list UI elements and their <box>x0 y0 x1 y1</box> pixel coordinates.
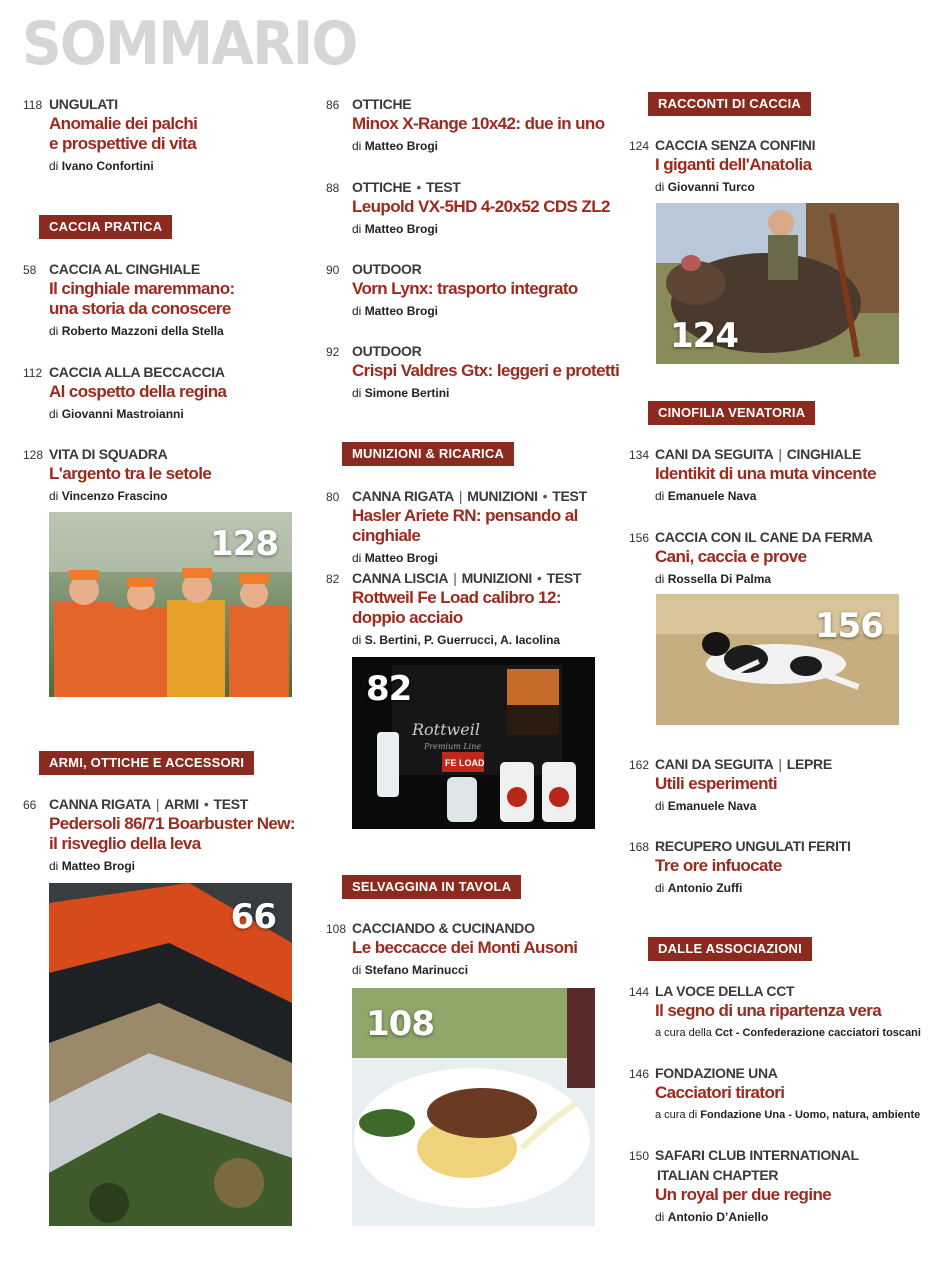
headline[interactable]: L'argento tra le setole <box>49 464 212 483</box>
headline[interactable]: Al cospetto della regina <box>49 382 227 401</box>
article-88[interactable] <box>326 177 622 238</box>
byline: di S. Bertini, P. Guerrucci, A. Iacolina <box>352 633 561 647</box>
page-number: 90 <box>326 263 340 277</box>
page-number: 118 <box>23 98 43 112</box>
kicker: CANNA RIGATA | MUNIZIONI • TEST <box>352 488 587 504</box>
page-number: 86 <box>326 98 340 112</box>
byline: di Rossella Di Palma <box>655 572 772 586</box>
headline[interactable]: Tre ore infuocate <box>655 856 782 875</box>
box-load-label: FE LOAD <box>445 758 485 768</box>
photo-pointer-dog[interactable] <box>656 594 899 725</box>
byline: di Matteo Brogi <box>352 304 439 318</box>
headline[interactable]: Leupold VX-5HD 4-20x52 CDS ZL2 <box>352 197 610 216</box>
kicker: FONDAZIONE UNA <box>655 1065 778 1081</box>
headline[interactable]: Il cinghiale maremmano: una storia da conoscere <box>49 279 235 318</box>
article-128[interactable] <box>23 444 299 505</box>
page-number: 146 <box>629 1067 650 1081</box>
article-112[interactable] <box>23 362 299 423</box>
article-146[interactable] <box>629 1063 925 1124</box>
article-168[interactable] <box>629 836 915 897</box>
page-number: 134 <box>629 448 650 462</box>
byline: di Giovanni Mastroianni <box>49 407 184 421</box>
page-number: 156 <box>629 531 650 545</box>
byline: di Emanuele Nava <box>655 489 757 503</box>
byline: di Matteo Brogi <box>49 859 136 873</box>
kicker: CACCIANDO & CUCINANDO <box>352 920 535 936</box>
article-90[interactable] <box>326 259 622 320</box>
section-armi-ottiche: ARMI, OTTICHE E ACCESSORI <box>39 751 254 775</box>
kicker: CACCIA AL CINGHIALE <box>49 261 200 277</box>
headline[interactable]: Crispi Valdres Gtx: leggeri e protetti <box>352 361 620 380</box>
article-86[interactable] <box>326 94 622 155</box>
byline: di Antonio D’Aniello <box>655 1210 769 1224</box>
kicker: CACCIA SENZA CONFINI <box>655 137 816 153</box>
photo-boar[interactable] <box>656 203 899 364</box>
kicker: RECUPERO UNGULATI FERITI <box>655 838 851 854</box>
photo-page-number: 108 <box>366 1004 434 1044</box>
kicker: CANI DA SEGUITA | CINGHIALE <box>655 446 862 462</box>
kicker: CANNA RIGATA | ARMI • TEST <box>49 796 249 812</box>
headline[interactable]: Vorn Lynx: trasporto integrato <box>352 279 578 298</box>
photo-page-number: 128 <box>210 524 278 564</box>
section-cinofilia: CINOFILIA VENATORIA <box>648 401 815 425</box>
article-156[interactable] <box>629 527 915 588</box>
byline: di Matteo Brogi <box>352 139 439 153</box>
photo-page-number: 156 <box>815 606 883 646</box>
photo-page-number: 124 <box>670 316 738 356</box>
photo-rifles[interactable] <box>49 883 292 1226</box>
kicker: OTTICHE • TEST <box>352 179 461 195</box>
byline: a cura della Cct - Confederazione cacciatori toscani <box>655 1027 921 1039</box>
box-line-label: Premium Line <box>424 742 482 751</box>
photo-page-number: 66 <box>230 897 276 937</box>
page-title: SOMMARIO <box>22 9 357 79</box>
headline[interactable]: Il segno di una ripartenza vera <box>655 1001 882 1020</box>
page-number: 88 <box>326 181 340 195</box>
page-number: 82 <box>326 572 340 586</box>
headline[interactable]: Utili esperimenti <box>655 774 778 793</box>
headline[interactable]: Identikit di una muta vincente <box>655 464 876 483</box>
headline[interactable]: Minox X-Range 10x42: due in uno <box>352 114 605 133</box>
byline: di Stefano Marinucci <box>352 963 469 977</box>
byline: di Matteo Brogi <box>352 551 439 565</box>
page-number: 112 <box>23 366 43 380</box>
article-92[interactable] <box>326 341 622 402</box>
article-66[interactable] <box>23 794 309 875</box>
byline: di Ivano Confortini <box>49 159 154 173</box>
kicker: CANNA LISCIA | MUNIZIONI • TEST <box>352 570 582 586</box>
kicker: CACCIA CON IL CANE DA FERMA <box>655 529 873 545</box>
page-number: 108 <box>326 922 347 936</box>
kicker: CACCIA ALLA BECCACCIA <box>49 364 225 380</box>
byline: di Roberto Mazzoni della Stella <box>49 324 224 338</box>
section-caccia-pratica: CACCIA PRATICA <box>39 215 172 239</box>
kicker: CANI DA SEGUITA | LEPRE <box>655 756 832 772</box>
page-number: 58 <box>23 263 37 277</box>
section-munizioni: MUNIZIONI & RICARICA <box>342 442 514 466</box>
section-racconti: RACCONTI DI CACCIA <box>648 92 811 116</box>
headline[interactable]: Hasler Ariete RN: pensando al cinghiale <box>352 506 578 545</box>
box-brand-label: Rottweil <box>412 720 480 739</box>
byline: di Vincenzo Frascino <box>49 489 168 503</box>
page-number: 128 <box>23 448 44 462</box>
headline[interactable]: Le beccacce dei Monti Ausoni <box>352 938 578 957</box>
kicker: VITA DI SQUADRA <box>49 446 168 462</box>
page-number: 92 <box>326 345 340 359</box>
page-number: 66 <box>23 798 37 812</box>
page-number: 150 <box>629 1149 650 1163</box>
page-number: 168 <box>629 840 650 854</box>
article-124[interactable] <box>629 135 915 196</box>
byline: a cura di Fondazione Una - Uomo, natura, ambiente <box>655 1109 921 1121</box>
byline: di Emanuele Nava <box>655 799 757 813</box>
kicker: OUTDOOR <box>352 343 422 359</box>
headline[interactable]: Anomalie dei palchi e prospettive di vita <box>49 114 198 153</box>
kicker: SAFARI CLUB INTERNATIONAL ITALIAN CHAPTER <box>655 1147 859 1183</box>
headline[interactable]: Un royal per due regine <box>655 1185 832 1204</box>
article-118[interactable] <box>23 94 299 175</box>
article-162[interactable] <box>629 754 915 815</box>
article-58[interactable] <box>23 259 299 340</box>
photo-hunters[interactable] <box>49 512 292 697</box>
photo-page-number: 82 <box>366 669 412 709</box>
article-80[interactable] <box>326 486 627 567</box>
photo-dish[interactable] <box>352 988 595 1226</box>
page-number: 162 <box>629 758 650 772</box>
section-selvaggina: SELVAGGINA IN TAVOLA <box>342 875 521 899</box>
page-number: 124 <box>629 139 650 153</box>
article-134[interactable] <box>629 444 915 505</box>
headline[interactable]: Rottweil Fe Load calibro 12: doppio acciaio <box>352 588 561 627</box>
byline: di Giovanni Turco <box>655 180 755 194</box>
byline: di Matteo Brogi <box>352 222 439 236</box>
article-150[interactable] <box>629 1145 925 1226</box>
headline[interactable]: Cacciatori tiratori <box>655 1083 785 1102</box>
kicker: UNGULATI <box>49 96 118 112</box>
page-number: 144 <box>629 985 650 999</box>
article-144[interactable] <box>629 981 925 1042</box>
kicker: OUTDOOR <box>352 261 422 277</box>
article-82[interactable] <box>326 568 622 649</box>
section-associazioni: DALLE ASSOCIAZIONI <box>648 937 812 961</box>
headline[interactable]: Pedersoli 86/71 Boarbuster New: il risveglio della leva <box>49 814 295 853</box>
photo-cartridges[interactable] <box>352 657 595 829</box>
byline: di Simone Bertini <box>352 386 450 400</box>
byline: di Antonio Zuffi <box>655 881 743 895</box>
kicker: OTTICHE <box>352 96 412 112</box>
headline[interactable]: Cani, caccia e prove <box>655 547 807 566</box>
kicker: LA VOCE DELLA CCT <box>655 983 795 999</box>
page-number: 80 <box>326 490 340 504</box>
headline[interactable]: I giganti dell'Anatolia <box>655 155 812 174</box>
article-108[interactable] <box>326 918 622 979</box>
